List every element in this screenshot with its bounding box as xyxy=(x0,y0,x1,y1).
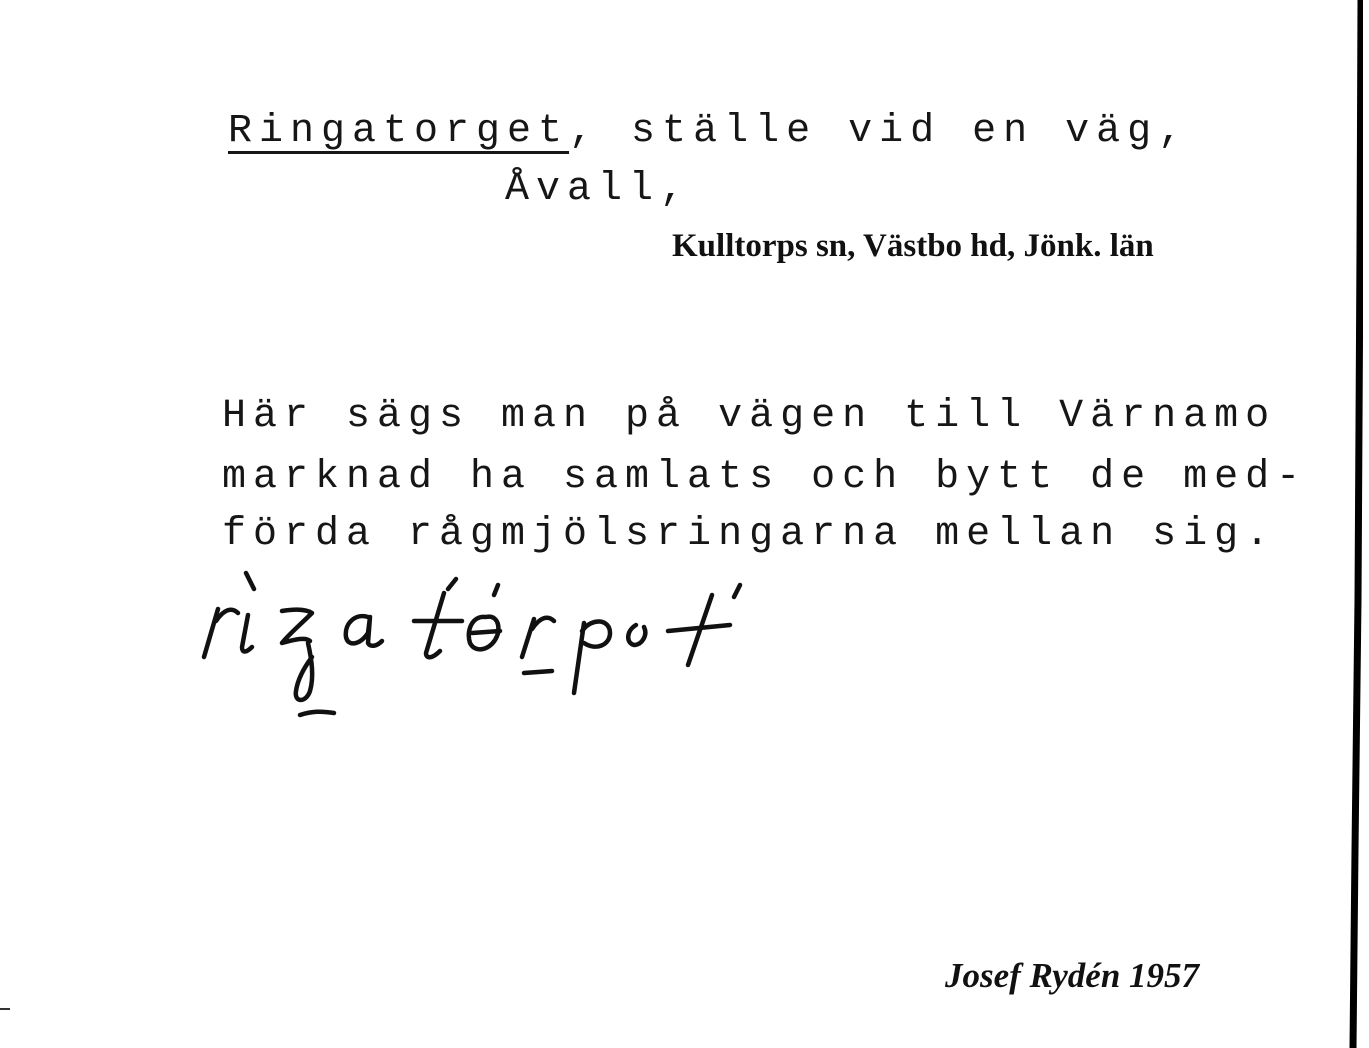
headword: Ringatorget xyxy=(228,109,570,154)
card-edge-line xyxy=(1349,0,1363,1048)
locality-line: Åvall, xyxy=(505,167,692,212)
signature: Josef Rydén 1957 xyxy=(945,956,1200,995)
handwritten-pronunciation xyxy=(190,565,770,730)
body-line: marknad ha samlats och bytt de med- xyxy=(222,455,1308,500)
body-line: förda rågmjölsringarna mellan sig. xyxy=(222,512,1277,557)
edge-mark xyxy=(0,1008,10,1010)
body-line: Här sägs man på vägen till Värnamo xyxy=(222,394,1277,439)
heading-line xyxy=(228,109,1190,154)
heading-description: , ställe vid en väg, xyxy=(569,109,1190,154)
parish-line: Kulltorps sn, Västbo hd, Jönk. län xyxy=(672,228,1154,264)
